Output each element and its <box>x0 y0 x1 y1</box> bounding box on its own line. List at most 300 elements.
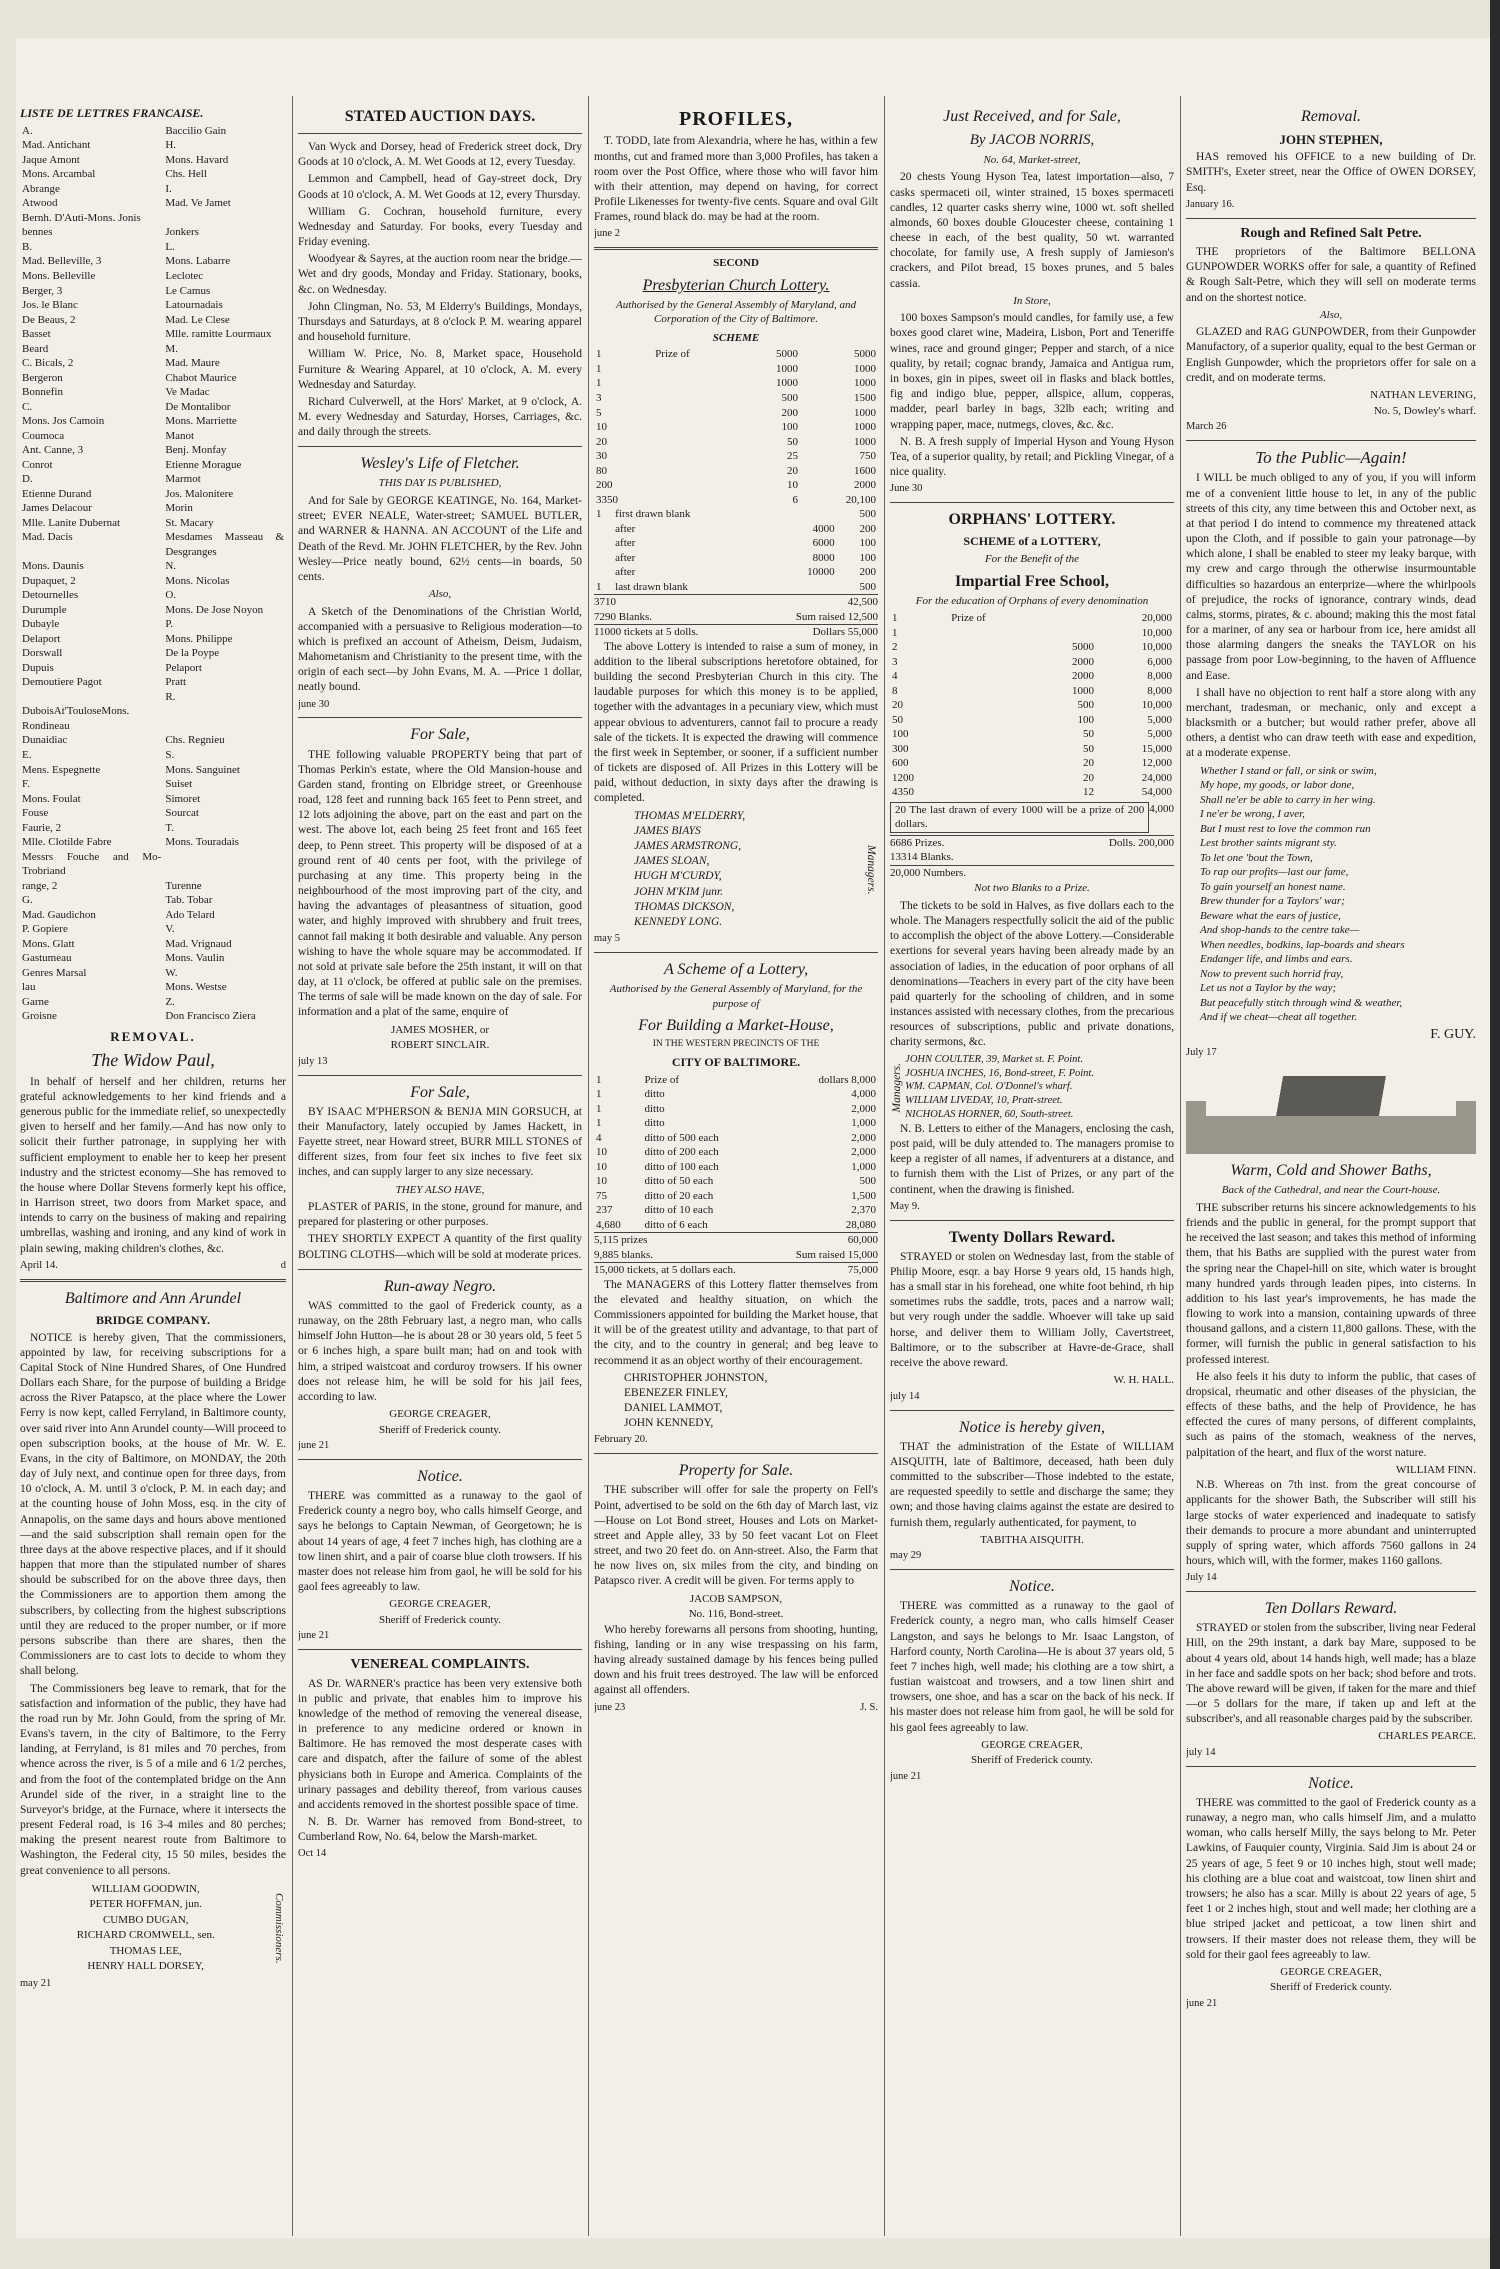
table-row <box>594 580 878 595</box>
table-cell: 500 <box>859 1175 876 1188</box>
notice2-text: THAT the administration of the Estate of WILLIAM AISQUITH, late of Baltimore, deceased, hath been duly committed to the subscriber—Those indebted to the estate, are requested speedily to settle and discharge the same; they own; and those having claims against the estate are desired to furnish them, regularly authenticated, for payment, to <box>890 1440 1174 1529</box>
table-row <box>594 449 878 464</box>
table-cell: 8,000 <box>1147 670 1172 683</box>
auction-entry: Lemmon and Campbell, head of Gay-street dock, Dry Goods at 10 o'clock, A. M. Wet Goods at 12, every Thursday. <box>298 173 582 201</box>
table-row <box>20 240 286 255</box>
forsale-title: For Sale, <box>410 726 470 744</box>
table-row <box>594 347 878 362</box>
table-cell: Bernh. D'Auti-Mons. Jonis <box>22 211 141 224</box>
table-cell: Jos. le Blanc <box>22 299 78 312</box>
widow-date: April 14. d <box>20 1259 286 1271</box>
letters-title: LISTE DE LETTRES FRANCAISE. <box>20 106 204 120</box>
signature: THOMAS LEE, <box>109 1944 182 1957</box>
table-row <box>20 966 286 981</box>
table-cell <box>594 565 613 580</box>
wesley-text-2: A Sketch of the Denominations of the Christian World, accompanied with a persuasive to Religious moderation—to which is prefixed an account of Atheism, Deism, Judaism, Mahometanism and Christianity to the present time, with the origin of each sect—by John Evans, M. A. —Price 1 dollar, neatly bound. <box>298 605 582 694</box>
profiles-date: june 2 <box>594 228 620 240</box>
scheme-table <box>594 347 878 507</box>
table-cell: Chs. Regnieu <box>165 734 225 747</box>
table-row <box>890 655 1174 670</box>
table-row <box>890 698 1174 713</box>
table-row <box>594 1174 878 1189</box>
table-cell: M. <box>165 342 178 355</box>
table-cell: 1000 <box>854 406 876 419</box>
salt-text-2: GLAZED and RAG GUNPOWDER, from their Gunpowder Manufactory, of a superior quality, equal to the best German or English Gunpowder, which the proprietors offer for sale on a credit, and on moderate terms. <box>1186 326 1476 384</box>
table-row <box>20 313 286 328</box>
table-cell: 1,500 <box>851 1189 876 1202</box>
market-city: CITY OF BALTIMORE. <box>671 1054 801 1069</box>
table-row <box>890 713 1174 728</box>
salt-also: Also, <box>1319 308 1343 321</box>
signature: GEORGE CREAGER, <box>389 1598 491 1611</box>
verse-line: To rap our profits—last our fame, <box>1200 866 1349 879</box>
notice3-text: THERE was committed as a runaway to the gaol of Frederick county, a negro man, who calls himself Ceaser Langston, and says he belongs to Mr. Isaac Langston, of Harford county, North Carolina—He is about 37 years old, 5 feet 7 inches high, well made; his clothing are a tow shirt, a fustian waistcoat and trowsers, and a tow linen shirt and trowsers, one shoe, and has a scar on the back of his neck. If his master does not release him from gaol, he will be sold for his gaol fees agreeably to law. <box>890 1600 1174 1734</box>
table-cell: F. <box>22 778 30 791</box>
scheme-extra-table <box>594 507 878 594</box>
table-row <box>20 211 286 226</box>
table-cell: Mlle. Lanite Dubernat <box>22 516 121 529</box>
orphans-purpose: For the education of Orphans of every denomination <box>915 594 1149 607</box>
table-cell <box>653 478 741 493</box>
verse <box>1186 764 1476 1025</box>
table-cell: Tab. Tobar <box>165 894 213 907</box>
table-row <box>20 559 286 574</box>
table-cell: 500 <box>859 580 876 593</box>
signature: WILLIAM GOODWIN, <box>91 1882 200 1895</box>
signature: NATHAN LEVERING, <box>1370 389 1476 401</box>
table-row <box>20 792 286 807</box>
lottery-text: The above Lottery is intended to raise a sum of money, in addition to the liberal subscriptions heretofore obtained, for building the second Presbyterian Church in this city. The laudable purposes for which this money is to be applied, together with the advantages in a pecuniary view, which must appear obvious to adventurers, cannot fail to procure a ready sale of the tickets. It is expected the drawing will commence the first week in September, or sooner, if a sufficient number of tickets are disposed of. All Prizes in this Lottery will be paid, without deduction, in sixty days after the drawing is completed. <box>594 640 878 805</box>
market-subtitle-2: IN THE WESTERN PRECINCTS OF THE <box>652 1039 820 1050</box>
table-cell: 1000 <box>776 377 799 390</box>
table-cell: 1 <box>596 1117 602 1130</box>
forsale-date: july 13 <box>298 1055 328 1067</box>
table-cell: 500 <box>781 392 799 404</box>
table-cell: Dupuis <box>22 661 54 674</box>
table-cell <box>653 464 741 479</box>
table-row <box>20 487 286 502</box>
table-cell: Mad. Vrignaud <box>165 937 232 950</box>
table-cell: ditto of 6 each <box>644 1218 708 1231</box>
divider <box>890 1220 1174 1221</box>
table-cell: 200 <box>859 522 876 535</box>
divider <box>594 952 878 953</box>
forsale2-also: THEY ALSO HAVE, <box>395 1183 485 1196</box>
table-cell: Mons. Jos Camoin <box>22 415 105 428</box>
baths-nb: N.B. Whereas on 7th inst. from the great concourse of applicants for the shower Bath, the Subscriber will still his large stocks of water experienced and inadequate to satisfy their demands to procure a more abundant and uninterrupted supply of spring water, which affords 7560 gallons in 24 hours, which will, with the former, makes 1160 gallons. <box>1186 1479 1476 1568</box>
verse-line: And if we cheat—cheat all together. <box>1200 1011 1358 1024</box>
table-row <box>890 626 1174 641</box>
table-row <box>890 640 1174 655</box>
table-cell: 5 <box>596 406 602 419</box>
bridge-date: may 21 <box>20 1977 52 1989</box>
table-cell <box>653 376 741 391</box>
table-cell: ditto <box>644 1088 665 1101</box>
public-title: To the Public—Again! <box>1255 447 1407 467</box>
table-cell: 15,000 <box>1141 742 1172 755</box>
table-cell: Prize of <box>644 1073 679 1086</box>
signature: W. H. HALL. <box>1113 1374 1174 1387</box>
table-row <box>20 414 286 429</box>
table-cell: 20 <box>892 699 903 712</box>
signature: PETER HOFFMAN, jun. <box>89 1898 202 1911</box>
table-row <box>20 269 286 284</box>
orphans-nb: N. B. Letters to either of the Managers, enclosing the cash, post paid, will be duly attended to. The managers promise to keep a register of all names, if adventurers at a distance, and to furnish them with the List of Prizes, or any part of the continent, when the drawing is finished. <box>890 1122 1174 1196</box>
table-row <box>20 733 286 748</box>
market-totals: 5,115 prizes 60,000 <box>594 1234 878 1247</box>
bridge-text-1: NOTICE is hereby given, That the commissioners, appointed by law, for receiving subscriptions for a Capital Stock of Nine Hundred Shares, of One Hundred Dollars each Share, for the purpose of building a Bridge across the River Patapsco, at the place where the Lower Ferry is now kept, called Ferryland, in Baltimore county, over said river into Ann Arundel county—Will proceed to open subscription books, at the house of Mr. W. E. Evans, in the city of Baltimore, on MONDAY, the 20th day of July next, and continue open for three days, from 10 o'clock, A. M. until 3 o'clock, P. M. in each day; and at the counting house of John Moss, esq. in the city of Annapolis, on the same days and hours above mentioned—and the said subscription shall remain open for the three days at the above respective places, and if it should happen that more than the stipulated number of shares should be subscribed for on the above three days, then the Commissioners are to apportion them among the subscribers, by collecting from the highest subscriptions until they are reduced to the proper number, or if more persons subscribe than there are shares, then the Commissioners are to cast lots to decide to whom they shall belong. <box>20 1331 286 1678</box>
orphans-date: May 9. <box>890 1200 920 1212</box>
signature: RICHARD CROMWELL, sen. <box>76 1929 215 1942</box>
table-cell: 8000 <box>812 551 835 564</box>
table-row <box>20 675 286 690</box>
verse-line: And shop-hands to the centre take— <box>1200 924 1360 937</box>
instore-text: 100 boxes Sampson's mould candles, for family use, a few boxes good claret wine, Madeira, Lisbon, Port and Teneriffe wines, race and ground ginger; Pepper and starch, of a nice quality, by retail; cognac brandy, Jamaica and Antigua rum, in boxes, gin in pipes, sweet oil in flasks and black bottles, fig and indigo blue, pepper, allspice, allum, copperas, madder, pearl barley in bags, 32lb each; writing and wrapping paper, mace, nutmegs, cloves, &c. &c. <box>890 312 1174 431</box>
table-row <box>20 196 286 211</box>
orphans-totals: 6686 Prizes. Dolls. 200,000 <box>890 836 1174 849</box>
removal-title: REMOVAL. <box>110 1028 196 1044</box>
table-row <box>20 617 286 632</box>
runaway-text: WAS committed to the gaol of Frederick county, as a runaway, on the 28th February last, a negro man, who calls himself John Hutton—he is about 28 or 30 years old, 5 feet 5 or 6 inches high, a spare built man; had on and took with him, a striped waistcoat and corduroy trowsers. If his owner does not release him, he will be sold for his jail fees, according to law. <box>298 1299 582 1403</box>
table-cell: 300 <box>892 742 909 755</box>
table-row <box>20 937 286 952</box>
scheme-title: SCHEME <box>712 331 760 344</box>
table-cell: 4000 <box>812 522 835 535</box>
signature: Sheriff of Frederick county. <box>1270 1981 1392 1994</box>
table-row <box>20 530 286 559</box>
signature: CHARLES PEARCE. <box>1378 1730 1476 1743</box>
table-cell: Delaport <box>22 632 61 645</box>
signature: Sheriff of Frederick county. <box>379 1423 501 1436</box>
table-cell: R. <box>165 690 176 703</box>
notice-date: june 21 <box>1186 1997 1218 2009</box>
table-cell: 10,000 <box>1141 641 1172 654</box>
table-cell: 200 <box>781 406 799 419</box>
table-cell: 12 <box>1083 786 1095 799</box>
divider <box>298 1269 582 1270</box>
table-cell: 5000 <box>1072 641 1095 654</box>
table-cell: Mad. Antichant <box>22 139 91 152</box>
public-text: I WILL be much obliged to any of you, if you will inform me of a convenient little house to let, in any of the public streets of this city, any time between this and October next, as at that period I do intend to commence my threatened attack upon the Cloth, and if possible to gain your patronage—by which alone, I shall be enabled to steer my leaky barque, with my crew and cargo through the otherwise insurmountable difficulties so hazardous an enterprize—where the whirlpools of prejudice, the rocks of ignorance, contrary winds, dead calms, storms, pirates, & c. abound; making this the most fatal for a mariner, of any sea or harbour from ice, here amidst all those alarming dangers the sneaks the TAYLOR on his passage from poor Low-beginning, to the haven of Affluence and Ease. <box>1186 472 1476 682</box>
baths-date: July 14 <box>1186 1572 1217 1584</box>
table-cell: ditto of 20 each <box>644 1189 714 1202</box>
table-row <box>20 850 286 879</box>
table-cell <box>949 785 1037 800</box>
table-cell: 1000 <box>854 421 876 434</box>
notice2-title: Notice is hereby given, <box>958 1418 1106 1436</box>
table-cell: Gastumeau <box>22 952 72 965</box>
table-cell: 1000 <box>1072 684 1095 697</box>
orphans-extra: 20 The last drawn of every 1000 will be a prize of 200 dollars. 4,000 <box>890 802 1174 833</box>
bridge-title: Baltimore and Ann Arundel <box>64 1289 242 1307</box>
table-cell: 10000 <box>807 566 835 579</box>
table-cell: Latournadais <box>165 299 223 312</box>
signature: Sheriff of Frederick county. <box>379 1613 501 1626</box>
table-row <box>20 588 286 603</box>
table-cell: 2000 <box>1072 655 1095 668</box>
table-cell: Ado Telard <box>165 908 215 921</box>
table-cell: Pelaport <box>165 661 202 674</box>
divider <box>1186 1766 1476 1767</box>
widow-text: In behalf of herself and her children, returns her grateful acknowledgements to her kind friends and a generous public for the immediate relief, so unexpectedly given to herself and her family.—And has now only to solicit their further patronage, in supplying her with sufficient employment to enable her to keep her present industry and the strictest economy—She has removed to the house where Dollar Stevens formerly kept his office, in Harrison street, two doors from Market space, and intends to carry on the business of making and repairing umbrellas, washing and ironing, and any kind of work in plain sewing, making children's clothes, &c. <box>20 1075 286 1255</box>
table-row <box>594 1102 878 1117</box>
table-cell: Mad. Maure <box>165 357 220 370</box>
table-cell: 100 <box>892 728 909 741</box>
table-row <box>594 565 878 580</box>
runaway-date: june 21 <box>298 1440 330 1452</box>
table-row <box>20 516 286 531</box>
table-cell: Messrs Fouche and Mo-Trobriand <box>22 850 162 878</box>
table-cell: 6 <box>792 493 799 506</box>
table-cell: 5,000 <box>1147 713 1172 726</box>
table-cell: Mad. Belleville, 3 <box>22 255 102 268</box>
bathhouse-woodcut <box>1186 1066 1476 1154</box>
table-row <box>20 661 286 676</box>
divider <box>20 1279 286 1282</box>
market-managers <box>594 1371 878 1432</box>
table-cell: 100 <box>859 537 876 550</box>
table-row <box>20 748 286 763</box>
venereal-nb: N. B. Dr. Warner has removed from Bond-street, to Cumberland Row, No. 64, below the Marsh-market. <box>298 1816 582 1844</box>
orphans-subtitle-2: For the Benefit of the <box>984 553 1080 565</box>
table-cell: James Delacour <box>22 502 92 515</box>
guy-date: July 17 <box>1186 1047 1217 1059</box>
table-row <box>594 376 878 391</box>
table-cell: Ve Madac <box>165 386 210 399</box>
table-row <box>890 669 1174 684</box>
table-cell: 80 <box>596 464 607 477</box>
table-cell: 500 <box>859 508 876 521</box>
table-cell: Mons. Philippe <box>165 632 233 645</box>
verse-line: Let us not a Taylor by the way; <box>1200 982 1337 995</box>
instore-nb: N. B. A fresh supply of Imperial Hyson and Young Hyson Tea, of a superior quality, by retail; and Pickling Vinegar, of a nice quality. <box>890 435 1174 479</box>
table-cell: 50 <box>1083 742 1095 755</box>
table-cell: Chabot Maurice <box>165 371 237 384</box>
table-cell <box>653 420 741 435</box>
table-cell: 1000 <box>776 362 799 375</box>
ten-date: july 14 <box>1186 1746 1216 1758</box>
removal-title: Removal. <box>1301 108 1361 125</box>
table-cell: ditto of 50 each <box>644 1175 714 1188</box>
orphans-subtitle: SCHEME of a LOTTERY, <box>963 534 1101 549</box>
table-cell: Mons. Nicolas <box>165 574 230 587</box>
table-row <box>890 611 1174 626</box>
table-cell: ditto <box>644 1102 665 1115</box>
column-rule <box>292 96 293 2236</box>
table-cell: 2,000 <box>851 1131 876 1144</box>
table-row <box>20 342 286 357</box>
property-text-2: Who hereby forewarns all persons from shooting, hunting, fishing, landing or in any wise trespassing on his farm, having already sustained damage by his fences being pulled down and his fruit trees destroyed. The law will be enforced against all offenders. <box>594 1623 878 1697</box>
table-row <box>20 356 286 371</box>
table-cell: 2,370 <box>851 1204 876 1217</box>
notice-date: june 21 <box>298 1630 330 1642</box>
table-cell: S. <box>165 749 175 761</box>
table-row <box>890 771 1174 786</box>
table-cell: St. Macary <box>165 516 214 529</box>
table-cell <box>653 406 741 421</box>
divider <box>1186 440 1476 441</box>
table-row <box>20 603 286 618</box>
table-cell: 4 <box>596 1131 602 1144</box>
table-cell: Baccilio Gain <box>165 124 227 137</box>
notice3-date: june 21 <box>890 1770 922 1782</box>
just-text: 20 chests Young Hyson Tea, latest importation—also, 7 casks spermaceti oil, winter strained, 15 boxes spermaceti candles, 12 quarter casks sherry wine, 1000 wt. soft shelled almonds, 60 boxes double Gloucester cheese, containing 1 cheese in each, of the best quality, 50 wt. warranted chocolate, for family use, A fresh supply of Jamieson's crackers, and Pilot bread, 15 boxes prunes, and 5 bales cassia. <box>890 171 1174 290</box>
table-row <box>20 821 286 836</box>
market-date: February 20. <box>594 1434 648 1446</box>
just-address: No. 64, Market-street, <box>983 153 1081 166</box>
table-cell: A. <box>22 124 33 137</box>
table-cell: 4350 <box>892 786 914 799</box>
table-cell <box>949 742 1037 757</box>
table-cell: Mons. Westse <box>165 981 227 994</box>
table-cell: 600 <box>892 757 909 770</box>
verse-line: To gain yourself an honest name. <box>1200 880 1346 893</box>
table-cell: 10 <box>596 421 607 434</box>
table-cell: Leclotec <box>165 269 204 282</box>
commissioners-label: Commissioners. <box>273 1892 285 1964</box>
signature: F. GUY. <box>1430 1026 1476 1042</box>
table-cell: 1200 <box>892 771 914 784</box>
divider <box>890 1569 1174 1570</box>
signature: CUMBO DUGAN, <box>102 1913 189 1926</box>
table-cell: De Montalibor <box>165 400 231 413</box>
table-cell: Benj. Monfay <box>165 444 227 457</box>
manager: KENNEDY LONG. <box>634 915 723 928</box>
market-tickets: 15,000 tickets, at 5 dollars each. 75,000 <box>594 1264 878 1277</box>
reward-text: STRAYED or stolen on Wednesday last, from the stable of Philip Moore, esqr. a bay Horse 9 years old, 15 hands high, has a small star in his forehead, one white foot behind, rh hip sometimes rubs the saddle, trots, paces and a narrow wall; but very rough under the saddle. Whoever will take up said horse, and deliver them to William Jolly, Cavertstreet, Baltimore, or to the subscriber at Havre-de-Grace, shall receive the above reward. <box>890 1250 1174 1369</box>
table-row <box>594 391 878 406</box>
table-cell: W. <box>165 966 178 979</box>
table-cell: Dunaidiac <box>22 734 68 747</box>
table-cell: Simoret <box>165 792 201 805</box>
auction-entry: Van Wyck and Dorsey, head of Frederick street dock, Dry Goods at 10 o'clock, A. M. Wet Goods at 12, every Tuesday. <box>298 141 582 169</box>
ten-title: Ten Dollars Reward. <box>1264 1600 1398 1618</box>
orphans-managers <box>890 1053 1174 1122</box>
table-cell: Dupaquet, 2 <box>22 574 76 587</box>
table-row <box>594 1116 878 1131</box>
table-cell: Jonkers <box>165 226 199 239</box>
forsale2-title: For Sale, <box>410 1083 470 1101</box>
table-cell: Dorswall <box>22 647 63 660</box>
table-cell: Mons. Vaulin <box>165 952 225 965</box>
table-cell: Chs. Hell <box>165 168 207 181</box>
table-cell: 5000 <box>776 348 799 361</box>
table-cell: Z. <box>165 995 175 1008</box>
manager: JAMES BIAYS <box>634 824 701 837</box>
divider <box>890 1410 1174 1411</box>
table-row <box>20 138 286 153</box>
table-row <box>20 893 286 908</box>
table-row <box>20 254 286 269</box>
verse-line: Beware what the ears of justice, <box>1200 909 1341 922</box>
table-row <box>20 835 286 850</box>
notice2-date: may 29 <box>890 1550 922 1562</box>
table-cell: 10 <box>787 479 799 492</box>
letters-table <box>20 124 286 1024</box>
table-cell: G. <box>22 894 33 907</box>
managers-label: Managers. <box>865 844 877 895</box>
table-row <box>20 371 286 386</box>
table-cell: Mons. Sanguinet <box>165 763 240 776</box>
table-cell: 1600 <box>854 464 876 477</box>
table-cell: 2000 <box>854 479 876 492</box>
table-cell: Mons. Daunis <box>22 560 84 573</box>
property-text: THE subscriber will offer for sale the property on Fell's Point, advertised to be sold on the 6th day of March last, viz—House on Lot Bond street, Houses and Lots on Market-street and Apple alley, 33 by 50 feet vacant Lot on Fleet street, and two 20 feet do. on Ann-street. Also, the Farm that he now lives on, six miles from the city, and binding on Patapsco river. A credit will be given. For terms apply to <box>594 1484 878 1588</box>
table-row <box>20 400 286 415</box>
table-row <box>20 763 286 778</box>
orphans-numbers: 20,000 Numbers. <box>890 865 1174 881</box>
column-rule <box>588 96 589 2236</box>
instore-date: June 30 <box>890 483 923 495</box>
table-cell: 28,080 <box>845 1218 876 1231</box>
signature: HENRY HALL DORSEY, <box>87 1960 205 1973</box>
table-row <box>594 1160 878 1175</box>
table-cell: 20 <box>1083 771 1095 784</box>
table-row <box>20 980 286 995</box>
divider <box>298 1459 582 1460</box>
table-cell: ditto <box>644 1117 665 1130</box>
table-cell: lau <box>22 981 36 994</box>
table-row <box>594 464 878 479</box>
table-cell: Etienne Morague <box>165 458 242 471</box>
table-cell: 1 <box>892 626 898 639</box>
orphans-net: Not two Blanks to a Prize. <box>974 882 1090 895</box>
table-cell: D. <box>22 473 33 486</box>
manager: JOSHUA INCHES, 16, Bond-street, F. Point. <box>905 1067 1094 1079</box>
table-cell: bennes <box>22 226 53 239</box>
table-cell: DuboisAt'TouloseMons. Rondineau <box>22 705 130 732</box>
table-cell <box>949 655 1037 670</box>
table-cell: Berger, 3 <box>22 284 63 297</box>
table-cell <box>653 449 741 464</box>
bridge-subtitle: BRIDGE COMPANY. <box>95 1312 210 1327</box>
table-cell: after <box>615 551 636 564</box>
verse-line: I ne'er be wrong, I aver, <box>1200 808 1305 821</box>
table-row <box>20 458 286 473</box>
table-cell: ditto of 500 each <box>644 1131 719 1144</box>
table-cell <box>949 669 1037 684</box>
verse-line: Lest brother saints migrant sty. <box>1200 837 1337 850</box>
baths-subtitle: Back of the Cathedral, and near the Court-house. <box>1221 1184 1441 1197</box>
lottery-subtitle: Authorised by the General Assembly of Maryland, and Corporation of the City of Baltimore. <box>616 298 856 326</box>
table-cell: 6,000 <box>1147 655 1172 668</box>
table-row <box>594 406 878 421</box>
signature: Sheriff of Frederick county. <box>971 1754 1093 1767</box>
table-cell: Dubayle <box>22 618 60 631</box>
table-cell: Coumoca <box>22 429 65 442</box>
table-cell: 4,000 <box>851 1088 876 1101</box>
table-cell: Garne <box>22 995 49 1008</box>
table-cell: 3 <box>892 655 898 668</box>
table-cell: H. <box>165 139 177 152</box>
table-row <box>20 327 286 342</box>
table-row <box>20 472 286 487</box>
table-cell: Abrange <box>22 182 60 195</box>
forsale2-text-3: THEY SHORTLY EXPECT A quantity of the first quality BOLTING CLOTHS—which will be sold at moderate prices. <box>298 1233 582 1261</box>
table-cell: Jos. Malonitere <box>165 487 234 500</box>
divider <box>594 1453 878 1454</box>
table-cell: Detournelles <box>22 589 79 602</box>
forsale2-text-2: PLASTER of PARIS, in the stone, ground for manure, and prepared for plastering or other purposes. <box>298 1201 582 1229</box>
auction-entry: Richard Culverwell, at the Hors' Market, at 9 o'clock, A. M. every Wednesday and Saturday, Horses, Carriages, &c. and daily through the streets. <box>298 395 582 439</box>
signature: GEORGE CREAGER, <box>1280 1965 1382 1978</box>
table-row <box>890 742 1174 757</box>
table-cell: Mesdames Masseau & Desgranges <box>165 531 284 558</box>
verse-line: My hope, my goods, or labor done, <box>1200 779 1355 792</box>
table-cell: 3350 <box>596 493 618 506</box>
table-cell <box>653 493 741 508</box>
table-cell: 4 <box>892 670 898 683</box>
